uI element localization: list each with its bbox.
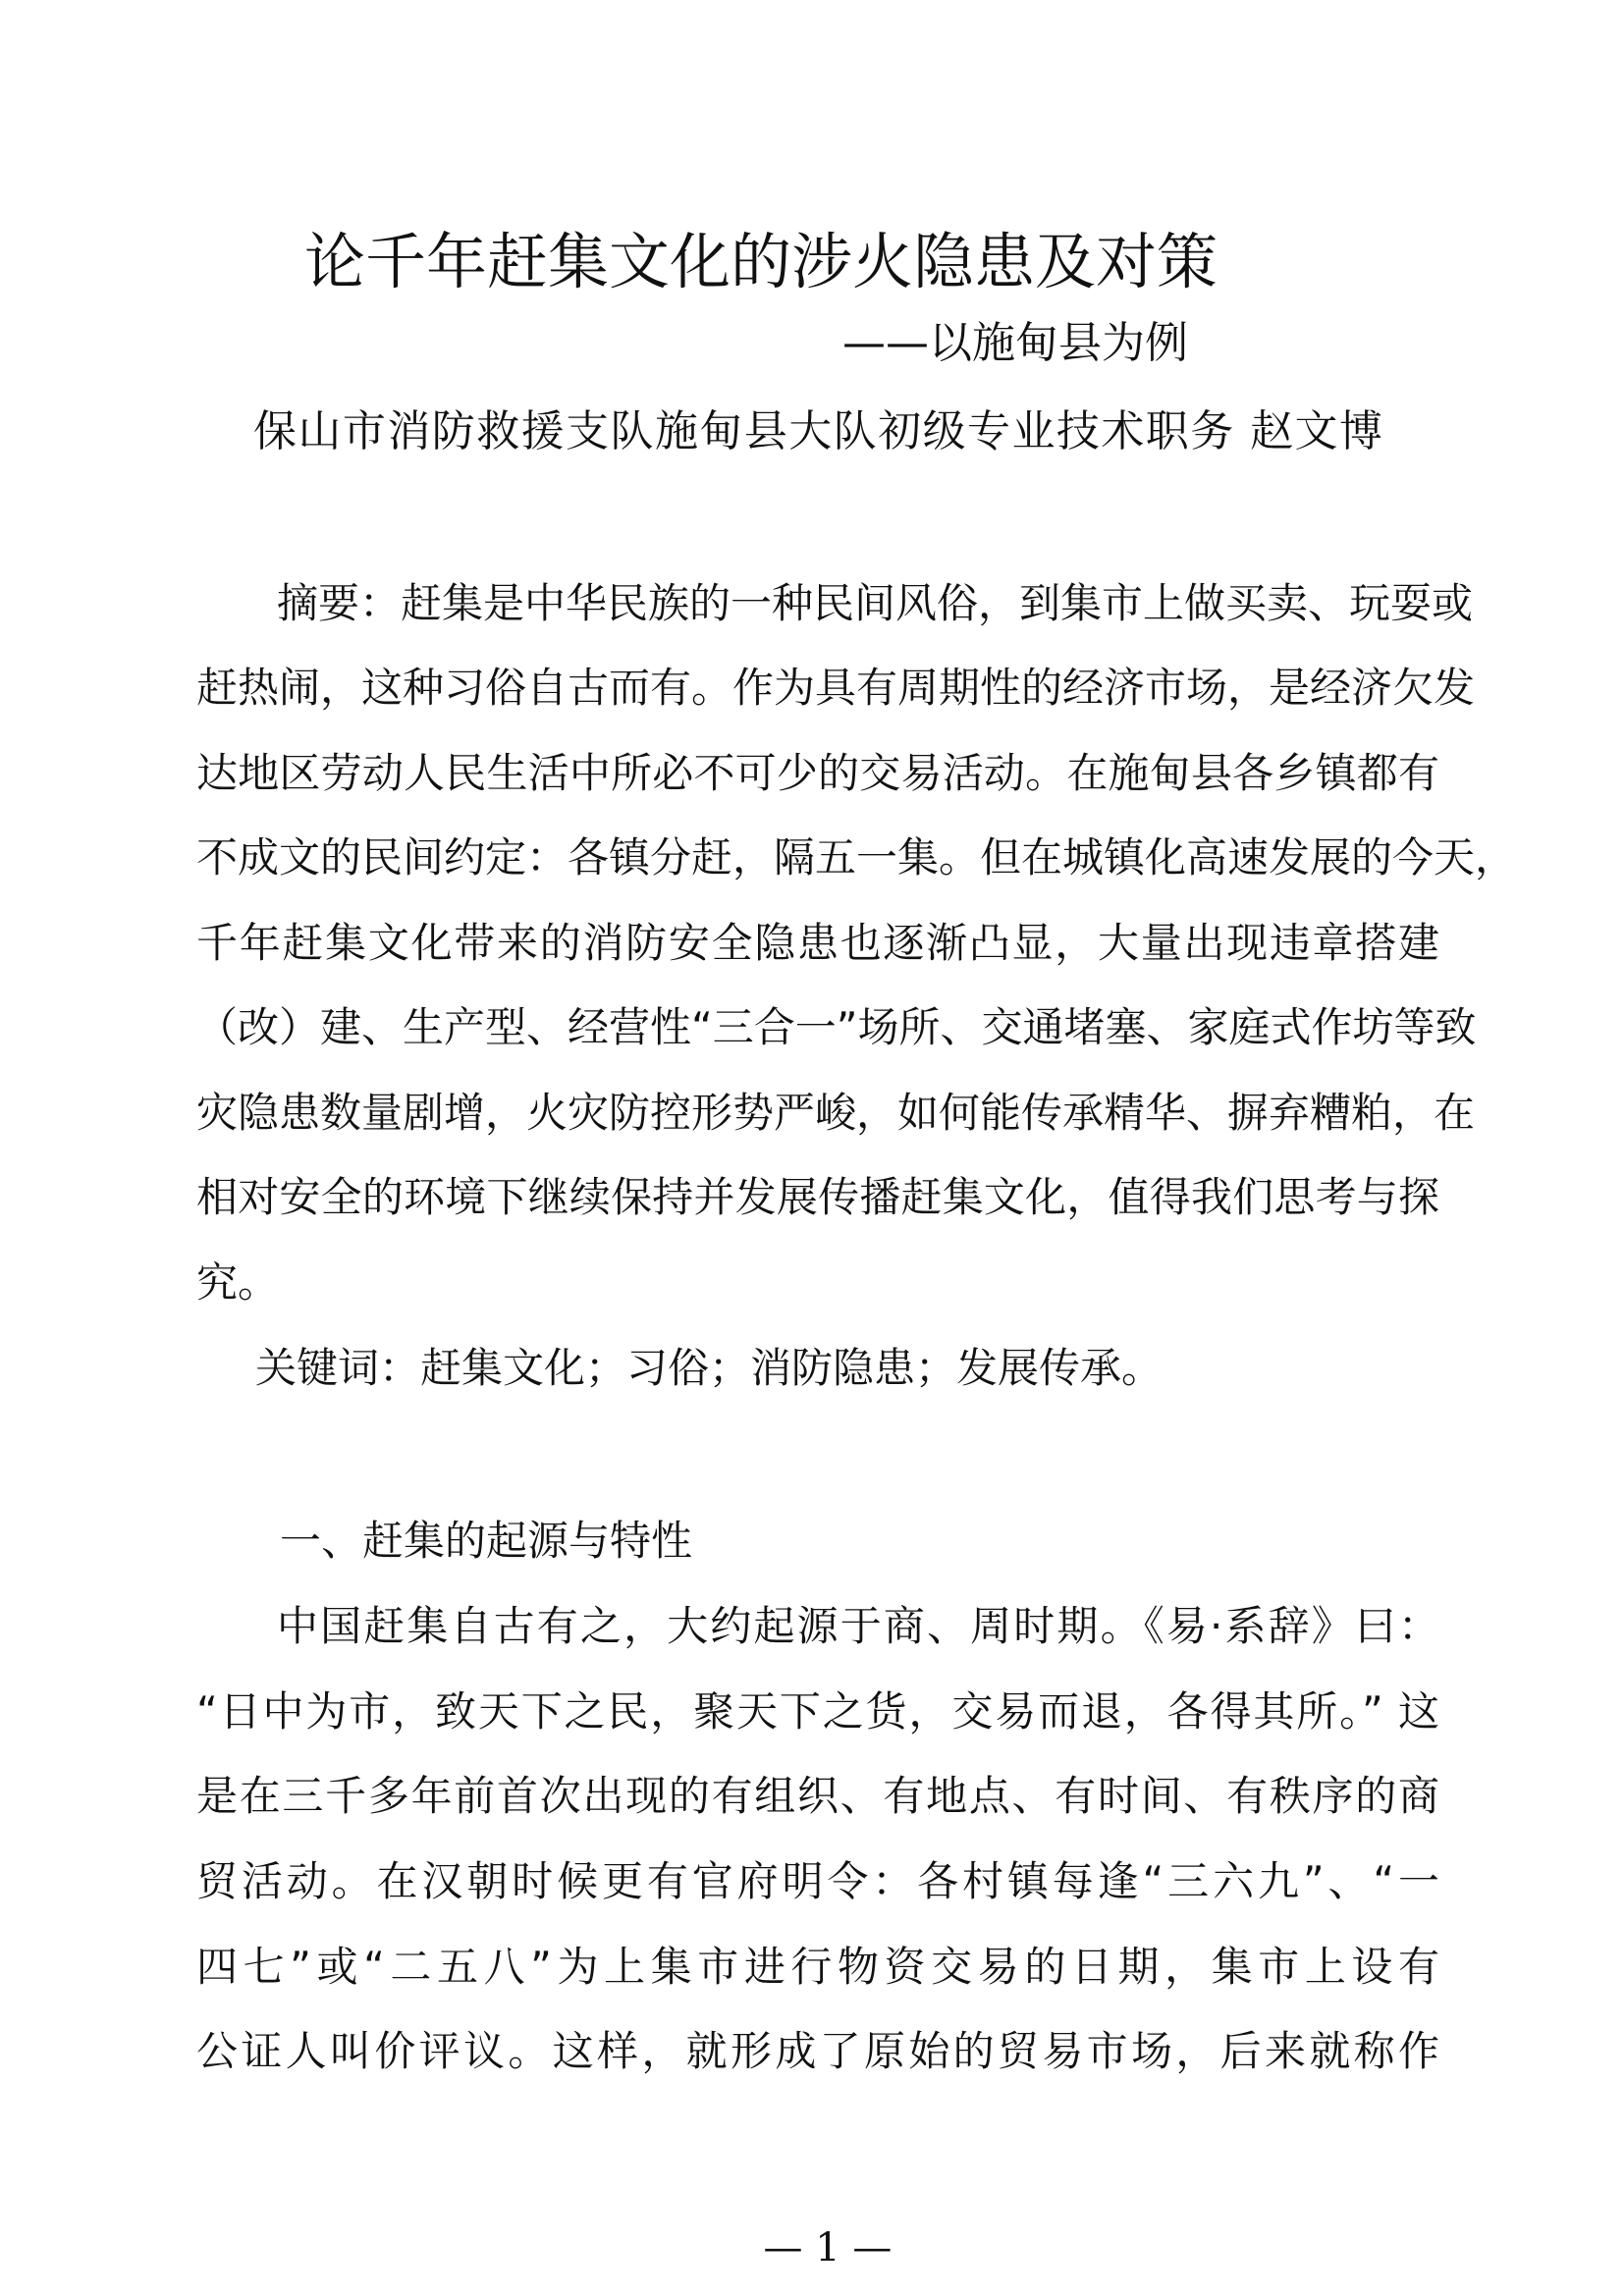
paragraph-line: “日中为市，致天下之民，聚天下之货，交易而退，各得其所。” 这 <box>196 1687 1439 1735</box>
keywords: 关键词：赶集文化；习俗；消防隐患；发展传承。 <box>255 1344 1164 1392</box>
paragraph-line: 贸活动。在汉朝时候更有官府明令：各村镇每逢“三六九”、“一 <box>196 1857 1439 1905</box>
section-heading: 一、赶集的起源与特性 <box>280 1517 693 1565</box>
abstract-line: 不成文的民间约定：各镇分赶，隔五一集。但在城镇化高速发展的今天， <box>196 833 1517 881</box>
abstract-line: 达地区劳动人民生活中所必不可少的交易活动。在施甸县各乡镇都有 <box>196 749 1439 797</box>
abstract-line: 灾隐患数量剧增，火灾防控形势严峻，如何能传承精华、摒弃糟粕，在 <box>196 1089 1476 1137</box>
abstract-line: 摘要：赶集是中华民族的一种民间风俗，到集市上做买卖、玩耍或 <box>277 579 1474 627</box>
document-title: 论千年赶集文化的涉火隐患及对策 <box>303 226 1218 297</box>
paragraph-line: 中国赶集自古有之，大约起源于商、周时期。《易·系辞》曰： <box>277 1602 1439 1650</box>
paragraph-line: 四七”或“二五八”为上集市进行物资交易的日期，集市上设有 <box>196 1943 1439 1991</box>
document-subtitle: ——以施甸县为例 <box>842 318 1188 368</box>
abstract-line: （改）建、生产型、经营性“三合一”场所、交通堵塞、家庭式作坊等致 <box>196 1003 1477 1051</box>
abstract-line: 千年赶集文化带来的消防安全隐患也逐渐凸显，大量出现违章搭建 <box>196 919 1439 967</box>
abstract-line: 究。 <box>196 1258 280 1307</box>
page-number: — 1 — <box>763 2225 893 2270</box>
paragraph-line: 公证人叫价评议。这样，就形成了原始的贸易市场，后来就称作 <box>196 2027 1439 2075</box>
paragraph-line: 是在三千多年前首次出现的有组织、有地点、有时间、有秩序的商 <box>196 1772 1439 1820</box>
author-line: 保山市消防救援支队施甸县大队初级专业技术职务 赵文博 <box>253 406 1382 456</box>
abstract-line: 相对安全的环境下继续保持并发展传播赶集文化，值得我们思考与探 <box>196 1173 1439 1221</box>
abstract-line: 赶热闹，这种习俗自古而有。作为具有周期性的经济市场，是经济欠发 <box>196 664 1476 712</box>
